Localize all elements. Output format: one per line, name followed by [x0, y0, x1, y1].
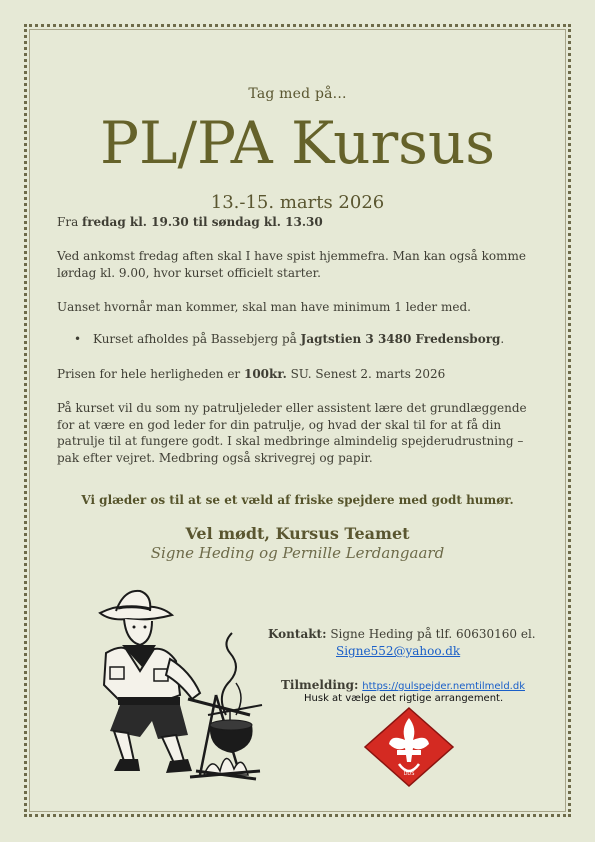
time-line [57, 214, 537, 231]
tagline: Tag med på... [248, 86, 347, 102]
price-suffix: SU. Senest 2. marts 2026 [286, 367, 446, 381]
signup-label: Tilmelding: [281, 678, 359, 692]
signup-link[interactable]: https://gulspejder.nemtilmeld.dk [362, 681, 525, 692]
bullet-dot-icon: • [74, 332, 82, 346]
time-prefix: Fra [57, 215, 83, 229]
course-paragraph: På kurset vil du som ny patruljeleder eller assistent lære det grundlæggende for at være en god leder for din patrulje, og hvad der skal til for at få din patrulje til at fungere godt. I skal medbringe almindelig spejderudrustning – pak efter vejret. Medbring også skrivegrej og papir. [57, 401, 527, 465]
location-address: Jagtstien 3 3480 Fredensborg [300, 332, 501, 346]
location-prefix: Kurset afholdes på Bassebjerg på [93, 332, 301, 346]
contact-label: Kontakt: [268, 627, 327, 641]
closing-line: Vi glæder os til at se et væld af friske spejdere med godt humør. [81, 493, 514, 507]
price-line [57, 366, 537, 383]
scout-cooking-illustration [80, 575, 280, 785]
contact-email-row [336, 643, 536, 659]
flyer-title: PL/PA Kursus [99, 109, 496, 177]
contact-email-link[interactable]: Signe552@yahoo.dk [336, 644, 461, 658]
signoff: Vel mødt, Kursus Teamet [185, 524, 410, 543]
dds-scout-emblem-icon [361, 706, 457, 788]
signup-note: Husk at vælge det rigtige arrangement. [304, 693, 504, 704]
contact-line [268, 626, 568, 642]
price-amount: 100kr. [243, 367, 287, 381]
contact-text: Signe Heding på tlf. 60630160 el. [326, 627, 536, 641]
price-prefix: Prisen for hele herligheden er [57, 367, 244, 381]
location-bullet [93, 332, 533, 346]
location-suffix: . [500, 332, 505, 346]
svg-text:DDS: DDS [403, 771, 415, 777]
organizer-names: Signe Heding og Pernille Lerdangaard [150, 544, 445, 562]
event-dates: 13.-15. marts 2026 [210, 192, 385, 213]
leader-paragraph: Uanset hvornår man kommer, skal man have minimum 1 leder med. [57, 300, 471, 314]
arrival-paragraph: Ved ankomst fredag aften skal I have spist hjemmefra. Man kan også komme lørdag kl. 9.00, hvor kurset officielt starter. [57, 249, 526, 280]
time-range: fredag kl. 19.30 til søndag kl. 13.30 [82, 215, 323, 229]
